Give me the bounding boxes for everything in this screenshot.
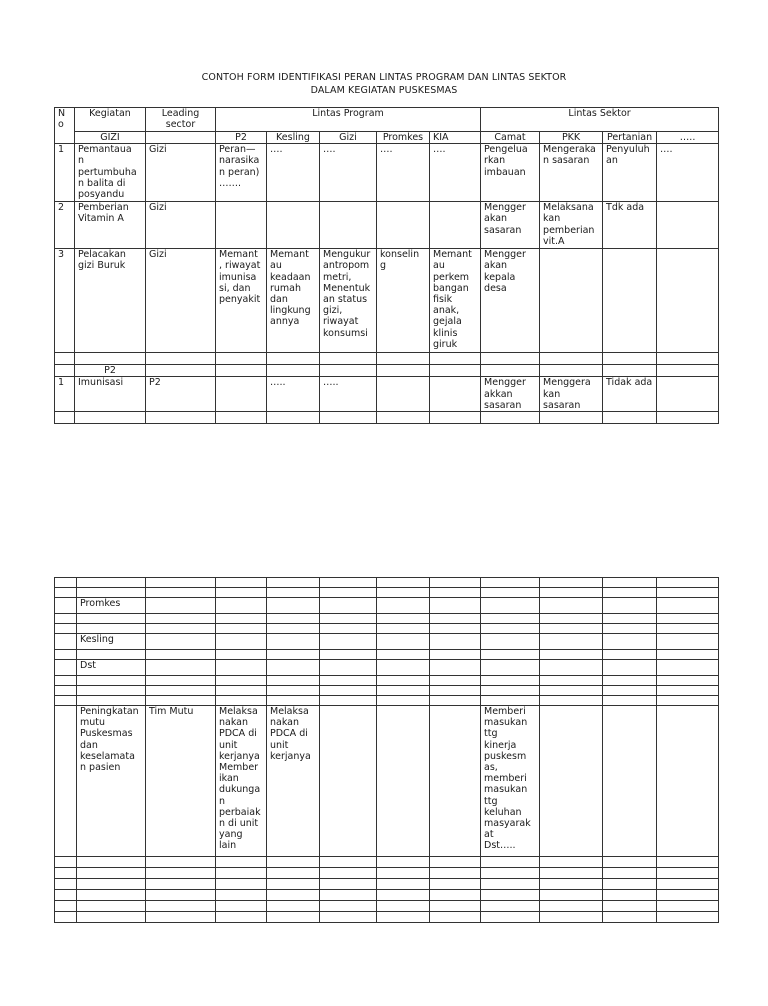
empty-row bbox=[55, 588, 719, 598]
empty-row bbox=[55, 696, 719, 706]
table-row bbox=[55, 249, 719, 353]
row-no: 2 bbox=[55, 202, 75, 249]
col-camat-header: Camat bbox=[481, 132, 540, 144]
row-kesling: …. bbox=[267, 144, 320, 202]
form-title: CONTOH FORM IDENTIFIKASI PERAN LINTAS PROGRAM DAN LINTAS SEKTOR bbox=[201, 72, 567, 83]
row-kia: Memant au perkem bangan fisik anak, gejala klinis giruk bbox=[430, 249, 481, 353]
row-gizi bbox=[320, 202, 377, 249]
section-promkes-label: Promkes bbox=[77, 598, 146, 614]
empty-row bbox=[55, 879, 719, 890]
row-kesling bbox=[267, 202, 320, 249]
empty-row bbox=[55, 686, 719, 696]
lintas-program-header: Lintas Program bbox=[216, 108, 481, 132]
row-promkes bbox=[377, 377, 430, 412]
row-pertanian: Penyuluh an bbox=[603, 144, 657, 202]
row-kegiatan: Pelacakan gizi Buruk bbox=[75, 249, 146, 353]
section-kesling-label: Kesling bbox=[77, 634, 146, 650]
section-row bbox=[55, 598, 719, 614]
empty-row bbox=[55, 890, 719, 901]
row-camat: Pengelua rkan imbauan bbox=[481, 144, 540, 202]
section-row bbox=[55, 365, 719, 377]
empty-row bbox=[55, 901, 719, 912]
row-pertanian: Tdk ada bbox=[603, 202, 657, 249]
row-leading: Gizi bbox=[146, 144, 216, 202]
row-camat: Mengger akkan sasaran bbox=[481, 377, 540, 412]
row-p2: Peran— narasika n peran) ……. bbox=[216, 144, 267, 202]
row-kegiatan: Peningkatan mutu Puskesmas dan keselamata n pasien bbox=[77, 706, 146, 857]
row-pkk bbox=[540, 249, 603, 353]
row-p2: Memant , riwayat imunisa si, dan penyakit bbox=[216, 249, 267, 353]
col-gizi-header: Gizi bbox=[320, 132, 377, 144]
col-kesling-header: Kesling bbox=[267, 132, 320, 144]
row-kia: …. bbox=[430, 144, 481, 202]
row-promkes bbox=[377, 202, 430, 249]
empty-row bbox=[55, 412, 719, 424]
row-pertanian: Tidak ada bbox=[603, 377, 657, 412]
col-p2-header: P2 bbox=[216, 132, 267, 144]
section-p2-label: P2 bbox=[75, 365, 146, 377]
subheader-row bbox=[55, 132, 719, 144]
row-camat: Memberi masukan ttg kinerja puskesm as, memberi masukan ttg keluhan masyarak at Dst….. bbox=[481, 706, 540, 857]
section-row bbox=[55, 634, 719, 650]
col-no-header: N o bbox=[55, 108, 75, 144]
row-kesling: Melaksa nakan PDCA di unit kerjanya bbox=[267, 706, 320, 857]
row-etc bbox=[657, 377, 719, 412]
empty-row bbox=[55, 912, 719, 923]
header-row bbox=[55, 108, 719, 132]
row-kegiatan: Imunisasi bbox=[75, 377, 146, 412]
row-leading: Gizi bbox=[146, 249, 216, 353]
row-pkk: Mengeraka n sasaran bbox=[540, 144, 603, 202]
identification-table bbox=[54, 107, 719, 424]
row-etc bbox=[657, 202, 719, 249]
row-pkk: Melaksana kan pemberian vit.A bbox=[540, 202, 603, 249]
row-p2 bbox=[216, 377, 267, 412]
row-gizi: ….. bbox=[320, 377, 377, 412]
row-no: 1 bbox=[55, 144, 75, 202]
empty-row bbox=[55, 614, 719, 624]
row-kia bbox=[430, 202, 481, 249]
row-kegiatan: Pemberian Vitamin A bbox=[75, 202, 146, 249]
row-p2: Melaksa nakan PDCA di unit kerjanya Member ikan dukunga n perbaiak n di unit yang lain bbox=[216, 706, 267, 857]
col-kegiatan-header: Kegiatan bbox=[75, 108, 146, 132]
empty-row bbox=[55, 868, 719, 879]
row-etc bbox=[657, 249, 719, 353]
empty-row bbox=[55, 676, 719, 686]
section-row bbox=[55, 660, 719, 676]
empty-row bbox=[55, 857, 719, 868]
empty-row bbox=[55, 650, 719, 660]
table-row bbox=[55, 202, 719, 249]
row-leading: P2 bbox=[146, 377, 216, 412]
row-pertanian bbox=[603, 249, 657, 353]
table-row bbox=[55, 144, 719, 202]
col-leading-header: Leading sector bbox=[146, 108, 216, 132]
col-etc-header: ….. bbox=[657, 132, 719, 144]
section-gizi-label: GIZI bbox=[75, 132, 146, 144]
empty-row bbox=[55, 624, 719, 634]
row-kia bbox=[430, 377, 481, 412]
continuation-table bbox=[54, 577, 719, 923]
row-p2 bbox=[216, 202, 267, 249]
col-promkes-header: Promkes bbox=[377, 132, 430, 144]
col-kia-header: KIA bbox=[430, 132, 481, 144]
row-pkk: Menggera kan sasaran bbox=[540, 377, 603, 412]
empty-row bbox=[55, 578, 719, 588]
empty-row bbox=[55, 353, 719, 365]
row-leading: Tim Mutu bbox=[146, 706, 216, 857]
form-subtitle: DALAM KEGIATAN PUSKESMAS bbox=[310, 85, 458, 96]
col-pertanian-header: Pertanian bbox=[603, 132, 657, 144]
row-no: 3 bbox=[55, 249, 75, 353]
row-etc: …. bbox=[657, 144, 719, 202]
row-camat: Mengger akan kepala desa bbox=[481, 249, 540, 353]
row-promkes: konselin g bbox=[377, 249, 430, 353]
row-gizi: …. bbox=[320, 144, 377, 202]
row-camat: Mengger akan sasaran bbox=[481, 202, 540, 249]
row-kegiatan: Pemantaua n pertumbuha n balita di posyandu bbox=[75, 144, 146, 202]
col-pkk-header: PKK bbox=[540, 132, 603, 144]
row-kesling: Memant au keadaan rumah dan lingkung annya bbox=[267, 249, 320, 353]
lintas-sektor-header: Lintas Sektor bbox=[481, 108, 719, 132]
table-row bbox=[55, 706, 719, 857]
row-kesling: ….. bbox=[267, 377, 320, 412]
section-dst-label: Dst bbox=[77, 660, 146, 676]
row-promkes: …. bbox=[377, 144, 430, 202]
row-no: 1 bbox=[55, 377, 75, 412]
row-gizi: Mengukur antropom metri, Menentuk an status gizi, riwayat konsumsi bbox=[320, 249, 377, 353]
row-leading: Gizi bbox=[146, 202, 216, 249]
table-row bbox=[55, 377, 719, 412]
